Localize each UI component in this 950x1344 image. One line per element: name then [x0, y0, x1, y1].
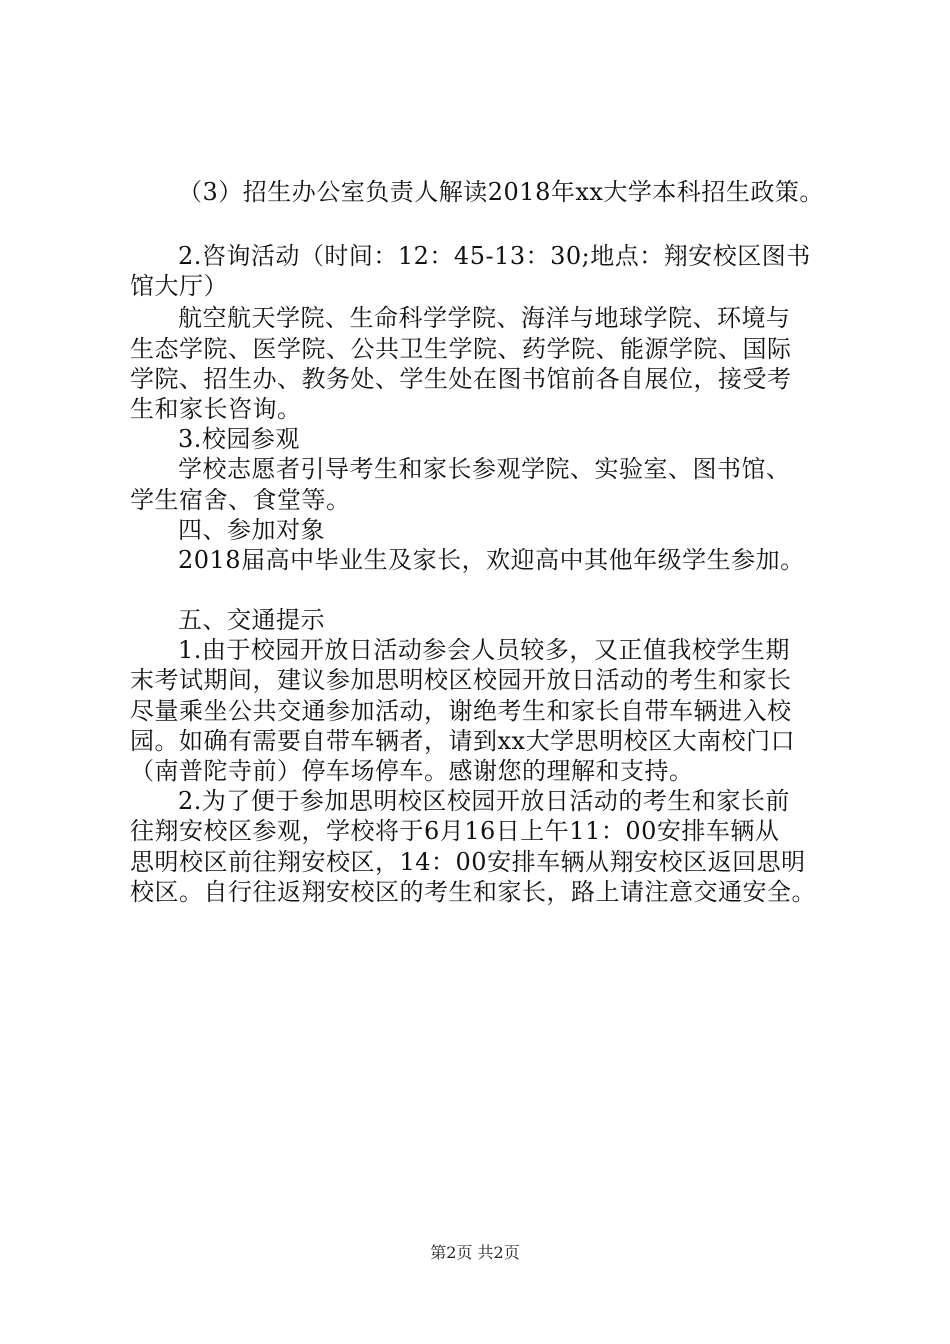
text-line-campus-tour-2: 学生宿舍、食堂等。: [130, 486, 351, 514]
text-line-traffic-1c: 尽量乘坐公共交通参加活动，谢绝考生和家长自带车辆进入校: [130, 697, 792, 725]
text-line-traffic-2d: 校区。自行往返翔安校区的考生和家长，路上请注意交通安全。: [130, 878, 816, 906]
text-line-consultation-heading: 2.咨询活动（时间：12：45-13：30;地点：翔安校区图书: [178, 242, 811, 270]
text-line-participants-heading: 四、参加对象: [178, 516, 325, 544]
text-line-traffic-1e: （南普陀寺前）停车场停车。感谢您的理解和支持。: [130, 757, 694, 785]
text-line-colleges-3: 学院、招生办、教务处、学生处在图书馆前各自展位，接受考: [130, 365, 792, 393]
text-line-colleges-1: 航空航天学院、生命科学学院、海洋与地球学院、环境与: [178, 304, 791, 332]
text-line-policy-reading: （3）招生办公室负责人解读2018年xx大学本科招生政策。: [178, 178, 824, 206]
text-line-colleges-4: 生和家长咨询。: [130, 395, 302, 423]
page-number-footer: 第2页 共2页: [430, 1243, 520, 1262]
text-line-participants: 2018届高中毕业生及家长，欢迎高中其他年级学生参加。: [178, 546, 805, 574]
text-line-traffic-2c: 思明校区前往翔安校区，14：00安排车辆从翔安校区返回思明: [130, 848, 806, 876]
text-line-traffic-heading: 五、交通提示: [178, 606, 325, 634]
text-line-campus-tour-1: 学校志愿者引导考生和家长参观学院、实验室、图书馆、: [178, 455, 791, 483]
text-line-traffic-1b: 末考试期间，建议参加思明校区校园开放日活动的考生和家长: [130, 666, 792, 694]
text-line-traffic-2b: 往翔安校区参观，学校将于6月16日上午11：00安排车辆从: [130, 817, 780, 845]
text-line-traffic-1a: 1.由于校园开放日活动参会人员较多，又正值我校学生期: [178, 636, 790, 664]
text-line-traffic-1d: 园。如确有需要自带车辆者，请到xx大学思明校区大南校门口: [130, 727, 796, 755]
text-line-traffic-2a: 2.为了便于参加思明校区校园开放日活动的考生和家长前: [178, 787, 790, 815]
text-line-consultation-heading-cont: 馆大厅）: [130, 272, 228, 300]
text-line-colleges-2: 生态学院、医学院、公共卫生学院、药学院、能源学院、国际: [130, 335, 792, 363]
text-line-campus-tour-heading: 3.校园参观: [178, 425, 300, 453]
